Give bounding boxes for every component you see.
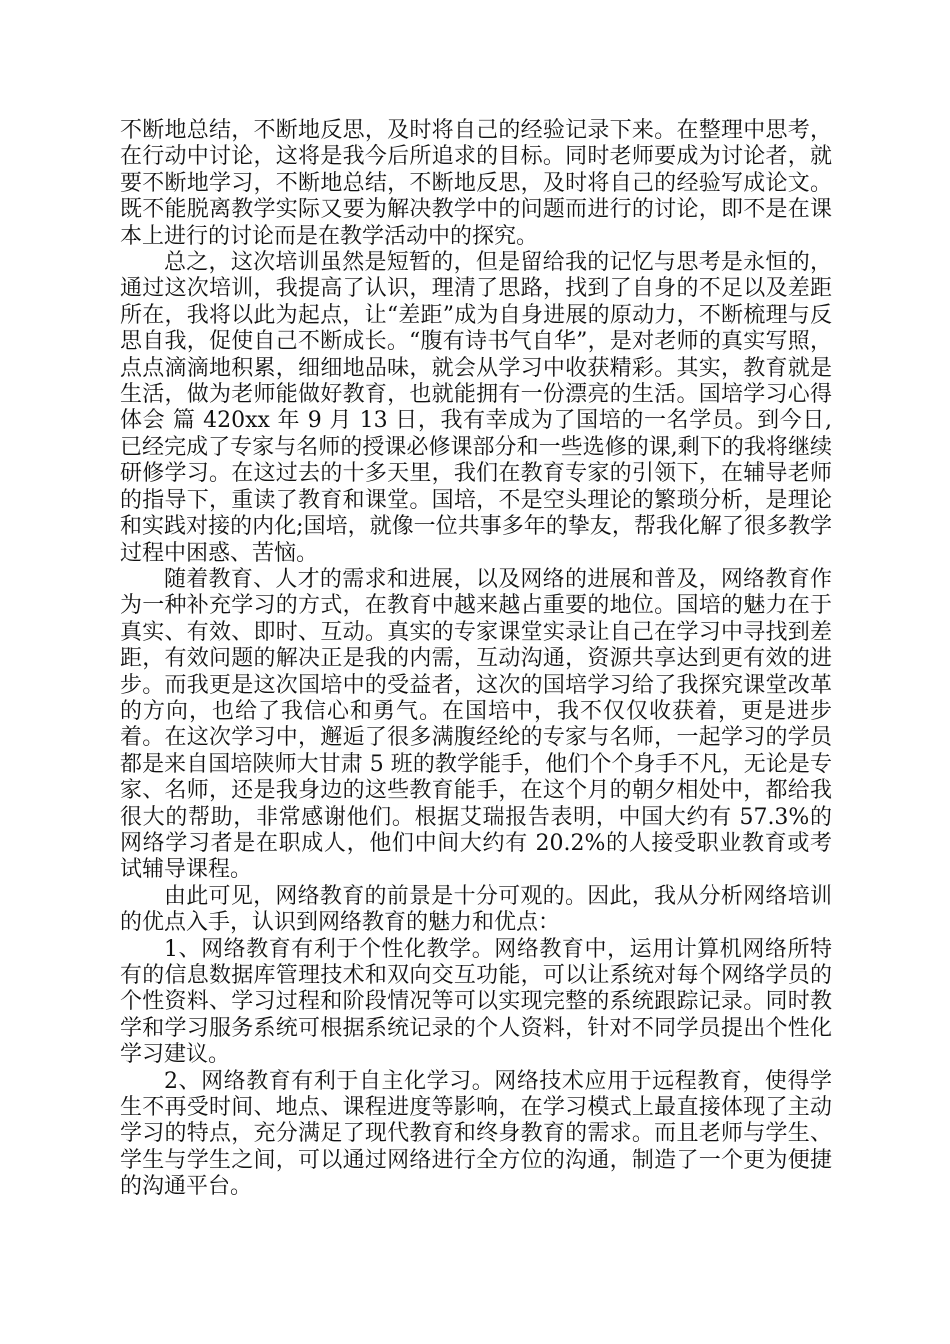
paragraph-point-2: 2、网络教育有利于自主化学习。网络技术应用于远程教育，使得学生不再受时间、地点、课程进度等影响，在学习模式上最直接体现了主动学习的特点，充分满足了现代教育和终身教育的需求。而且老师与学生、学生与学生之间，可以通过网络进行全方位的沟通，制造了一个更为便捷的沟通平台。 xyxy=(120,1068,832,1200)
paragraph-summary: 总之，这次培训虽然是短暂的，但是留给我的记忆与思考是永恒的，通过这次培训，我提高了认识，理清了思路，找到了自身的不足以及差距所在，我将以此为起点，让“差距”成为自身进展的原动力，不断梳理与反思自我，促使自己不断成长。“腹有诗书气自华”，是对老师的真实写照，点点滴滴地积累，细细地品味，就会从学习中收获精彩。其实，教育就是生活，做为老师能做好教育，也就能拥有一份漂亮的生活。国培学习心得体会 篇 420xx 年 9 月 13 日，我有幸成为了国培的一名学员。到今日,已经完成了专家与名师的授课必修课部分和一些选修的课,剩下的我将继续研修学习。在这过去的十多天里，我们在教育专家的引领下，在辅导老师的指导下，重读了教育和课堂。国培，不是空头理论的繁琐分析，是理论和实践对接的内化;国培，就像一位共事多年的挚友，帮我化解了很多教学过程中困惑、苦恼。 xyxy=(120,250,832,566)
paragraph-point-1: 1、网络教育有利于个性化教学。网络教育中，运用计算机网络所特有的信息数据库管理技术和双向交互功能，可以让系统对每个网络学员的个性资料、学习过程和阶段情况等可以实现完整的系统跟踪记录。同时教学和学习服务系统可根据系统记录的个人资料，针对不同学员提出个性化学习建议。 xyxy=(120,936,832,1068)
document-page xyxy=(120,118,832,1201)
paragraph-prospects: 由此可见，网络教育的前景是十分可观的。因此，我从分析网络培训的优点入手，认识到网络教育的魅力和优点： xyxy=(120,883,832,936)
paragraph-continuation: 不断地总结，不断地反思，及时将自己的经验记录下来。在整理中思考，在行动中讨论，这将是我今后所追求的目标。同时老师要成为讨论者，就要不断地学习，不断地总结，不断地反思，及时将自己的经验写成论文。既不能脱离教学实际又要为解决教学中的问题而进行的讨论，即不是在课本上进行的讨论而是在教学活动中的探究。 xyxy=(120,118,832,249)
paragraph-network-education: 随着教育、人才的需求和进展，以及网络的进展和普及，网络教育作为一种补充学习的方式，在教育中越来越占重要的地位。国培的魅力在于真实、有效、即时、互动。真实的专家课堂实录让自己在学习中寻找到差距，有效问题的解决正是我的内需，互动沟通，资源共享达到更有效的进步。而我更是这次国培中的受益者，这次的国培学习给了我探究课堂改革的方向，也给了我信心和勇气。在国培中，我不仅仅收获着，更是进步着。在这次学习中，邂逅了很多满腹经纶的专家与名师，一起学习的学员都是来自国培陕师大甘肃 5 班的教学能手，他们个个身手不凡，无论是专家、名师，还是我身边的这些教育能手，在这个月的朝夕相处中，都给我很大的帮助，非常感谢他们。根据艾瑞报告表明，中国大约有 57.3%的网络学习者是在职成人，他们中间大约有 20.2%的人接受职业教育或考试辅导课程。 xyxy=(120,566,832,883)
